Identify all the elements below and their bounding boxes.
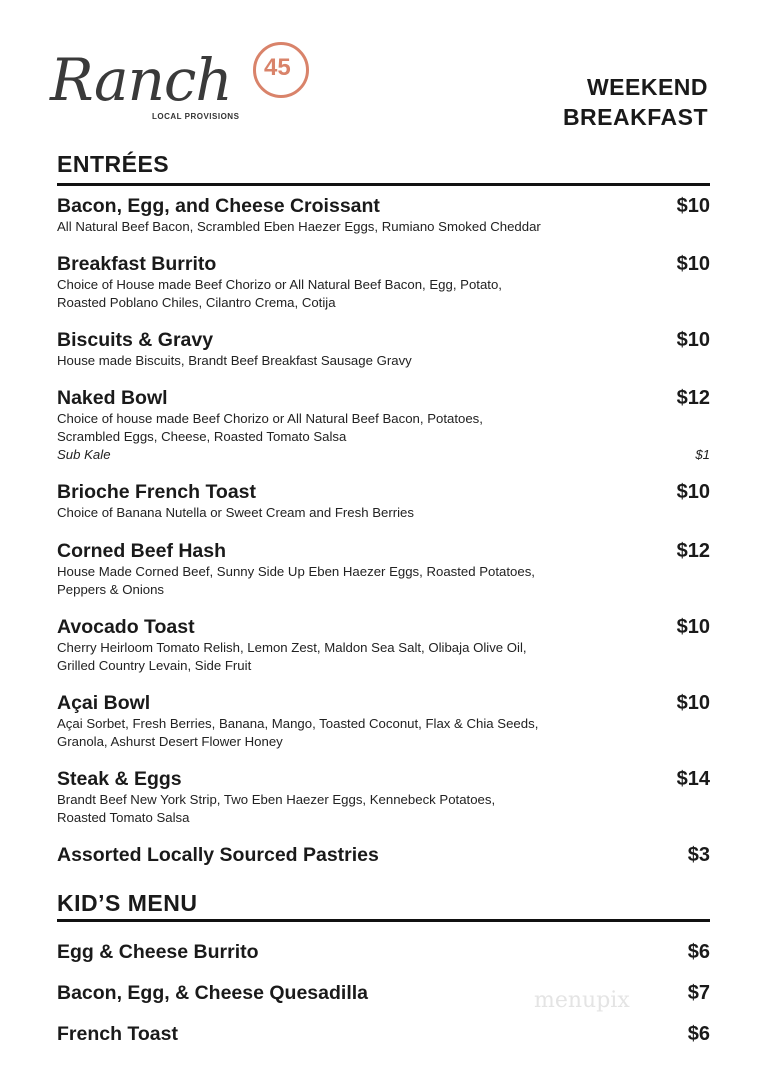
ranch45-logo bbox=[48, 40, 318, 130]
menu-item bbox=[57, 386, 710, 464]
item-name: Bacon, Egg, & Cheese Quesadilla bbox=[57, 982, 369, 1004]
item-name: Steak & Eggs bbox=[57, 768, 182, 790]
item-addon bbox=[57, 446, 710, 464]
item-description bbox=[57, 563, 710, 599]
item-price: $10 bbox=[676, 253, 710, 275]
menu-item bbox=[57, 480, 710, 522]
item-desc-line: Choice of house made Beef Chorizo or All Natural Beef Bacon, Potatoes, bbox=[57, 411, 483, 426]
addon-price: $1 bbox=[695, 447, 710, 462]
item-price: $10 bbox=[676, 616, 710, 638]
kids-menu-heading: KID’S MENU bbox=[57, 890, 198, 916]
item-name: Brioche French Toast bbox=[57, 481, 257, 503]
menu-item bbox=[57, 328, 710, 370]
watermark-text: menupix bbox=[534, 988, 630, 1013]
logo-subtitle: LOCAL PROVISIONS bbox=[152, 112, 240, 121]
item-name: Breakfast Burrito bbox=[57, 253, 217, 275]
menu-item bbox=[57, 615, 710, 675]
item-desc-line: Peppers & Onions bbox=[57, 582, 165, 597]
item-price: $10 bbox=[676, 481, 710, 503]
item-price: $10 bbox=[676, 329, 710, 351]
item-name: Açai Bowl bbox=[57, 692, 151, 714]
item-desc-line: Cherry Heirloom Tomato Relish, Lemon Zest, Maldon Sea Salt, Olibaja Olive Oil, bbox=[57, 640, 527, 655]
item-price: $6 bbox=[687, 941, 710, 963]
item-price: $12 bbox=[676, 387, 710, 409]
item-description bbox=[57, 639, 710, 675]
logo-wordmark: Ranch bbox=[50, 46, 232, 114]
item-price: $12 bbox=[676, 540, 710, 562]
item-name: Corned Beef Hash bbox=[57, 540, 227, 562]
item-desc-line: Brandt Beef New York Strip, Two Eben Haezer Eggs, Kennebeck Potatoes, bbox=[57, 792, 496, 807]
menu-title-line2: BREAKFAST bbox=[562, 104, 708, 130]
addon-label: Sub Kale bbox=[57, 447, 111, 462]
item-desc-line: House Made Corned Beef, Sunny Side Up Eben Haezer Eggs, Roasted Potatoes, bbox=[57, 564, 535, 579]
item-description bbox=[57, 504, 710, 522]
menu-title-line1: WEEKEND bbox=[586, 74, 708, 100]
menu-item bbox=[57, 194, 710, 236]
item-name: Avocado Toast bbox=[57, 616, 195, 638]
item-description bbox=[57, 791, 710, 827]
menu-item bbox=[57, 940, 710, 964]
item-description bbox=[57, 218, 710, 236]
menu-item bbox=[57, 539, 710, 599]
item-name: Egg & Cheese Burrito bbox=[57, 941, 259, 963]
item-price: $10 bbox=[676, 195, 710, 217]
item-description bbox=[57, 410, 710, 446]
item-name: Assorted Locally Sourced Pastries bbox=[57, 844, 379, 866]
item-desc-line: Choice of Banana Nutella or Sweet Cream and Fresh Berries bbox=[57, 505, 414, 520]
menu-item bbox=[57, 843, 710, 867]
item-description bbox=[57, 352, 710, 370]
item-desc-line: Açai Sorbet, Fresh Berries, Banana, Mango, Toasted Coconut, Flax & Chia Seeds, bbox=[57, 716, 539, 731]
item-description bbox=[57, 715, 710, 751]
item-price: $10 bbox=[676, 692, 710, 714]
item-name: Naked Bowl bbox=[57, 387, 168, 409]
item-name: Bacon, Egg, and Cheese Croissant bbox=[57, 195, 380, 217]
item-price: $3 bbox=[687, 844, 710, 866]
item-desc-line: Choice of House made Beef Chorizo or All Natural Beef Bacon, Egg, Potato, bbox=[57, 277, 502, 292]
entrees-heading: ENTRÉES bbox=[57, 151, 170, 177]
item-desc-line: Roasted Tomato Salsa bbox=[57, 810, 190, 825]
item-desc-line: Granola, Ashurst Desert Flower Honey bbox=[57, 734, 283, 749]
menu-title bbox=[563, 72, 708, 132]
entrees-divider bbox=[57, 183, 710, 186]
item-desc-line: All Natural Beef Bacon, Scrambled Eben Haezer Eggs, Rumiano Smoked Cheddar bbox=[57, 219, 541, 234]
item-desc-line: Scrambled Eggs, Cheese, Roasted Tomato Salsa bbox=[57, 429, 347, 444]
menu-item bbox=[57, 767, 710, 827]
item-desc-line: Grilled Country Levain, Side Fruit bbox=[57, 658, 252, 673]
item-desc-line: Roasted Poblano Chiles, Cilantro Crema, Cotija bbox=[57, 295, 336, 310]
logo-number: 45 bbox=[264, 54, 291, 81]
menu-item bbox=[57, 691, 710, 751]
item-price: $14 bbox=[676, 768, 710, 790]
item-description bbox=[57, 276, 710, 312]
kids-divider bbox=[57, 919, 710, 922]
menu-item bbox=[57, 252, 710, 312]
menu-item bbox=[57, 1022, 710, 1046]
item-desc-line: House made Biscuits, Brandt Beef Breakfast Sausage Gravy bbox=[57, 353, 412, 368]
item-price: $6 bbox=[687, 1023, 710, 1045]
item-name: Biscuits & Gravy bbox=[57, 329, 214, 351]
item-price: $7 bbox=[687, 982, 710, 1004]
item-name: French Toast bbox=[57, 1023, 178, 1045]
